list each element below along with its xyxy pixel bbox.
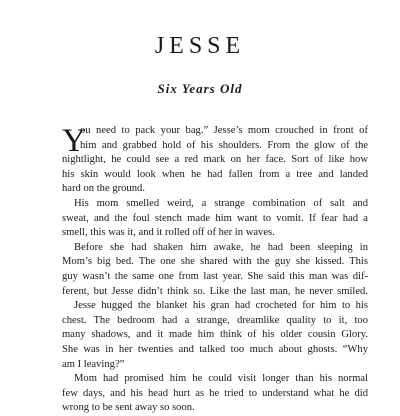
text-line: Jesse hugged the blanket his gran had crocheted for him to his	[74, 300, 368, 312]
text-line: smell, this was it, and it rolled off of her in waves.	[62, 227, 275, 239]
text-line: few days, and his head hurt as he tried to understand what he did	[62, 387, 368, 399]
text-line: him and grabbed hold of his shoulders. From the glow of the	[80, 139, 368, 151]
text-line: hard on the ground.	[62, 183, 145, 195]
text-line: wrong to be sent away so soon.	[62, 402, 195, 414]
text-line: guy wasn’t the same one from last year. She said this man was dif-	[62, 270, 368, 282]
text-line: am I leaving?”	[62, 358, 125, 370]
text-line: chest. The bedroom had a strange, dreamlike quality to it, too	[62, 314, 368, 326]
text-line: Before she had shaken him awake, he had been sleeping in	[74, 241, 368, 253]
text-line: ferent, but Jesse didn’t think so. Like the last man, he never smiled.	[62, 285, 368, 297]
text-line: his skin would look when he had fallen from a tree and landed	[62, 168, 368, 180]
text-line: She was in her twenties and talked too much about ghosts. “Why	[62, 343, 368, 355]
text-line: Mom’s big bed. The one she shared with the guy she kissed. This	[62, 256, 368, 268]
drop-cap: Y	[62, 123, 86, 159]
text-line: sweat, and the foul stench made him want to vomit. If fear had a	[62, 212, 368, 224]
chapter-subtitle: Six Years Old	[157, 81, 243, 96]
text-line: many shadows, and it made him think of his older cousin Glory.	[62, 329, 368, 341]
chapter-title: JESSE	[154, 33, 246, 59]
chapter-body	[62, 124, 368, 416]
text-line: His mom smelled weird, a strange combination of salt and	[74, 197, 368, 209]
text-line: nightlight, he could see a red mark on her face. Sort of like how	[62, 154, 368, 166]
text-line: Mom had promised him he could visit longer than his normal	[74, 373, 368, 385]
text-line: ou need to pack your bag.” Jesse’s mom crouched in front of	[80, 125, 368, 136]
